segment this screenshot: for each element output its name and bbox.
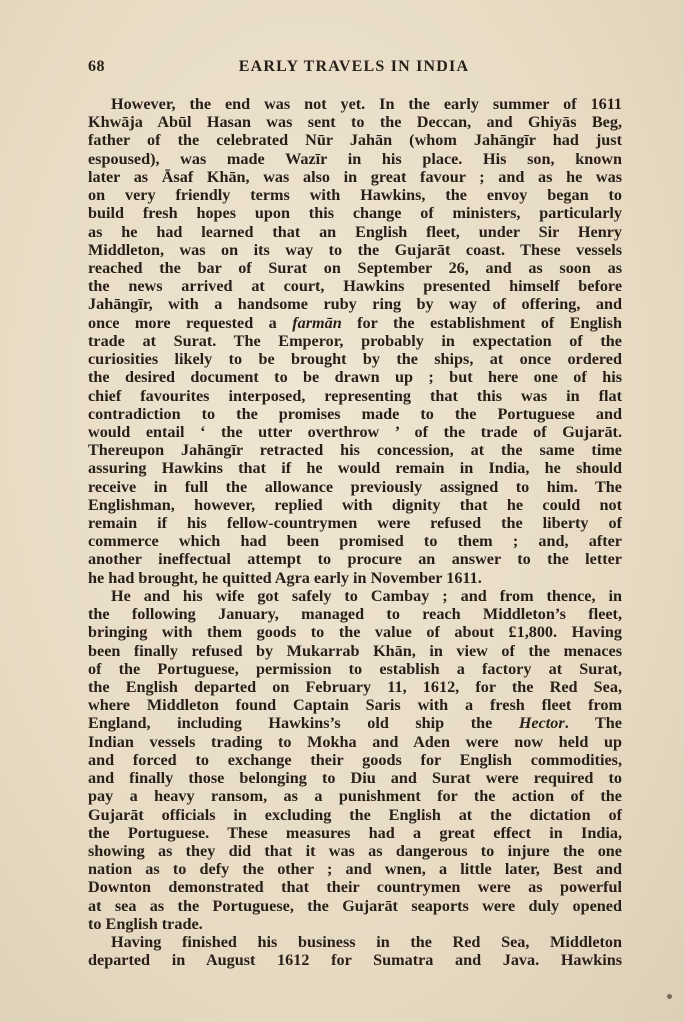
text-line: receive in full the allowance previously assigned to him. The xyxy=(88,477,622,496)
running-title: EARLY TRAVELS IN INDIA xyxy=(238,58,470,75)
text-line: England, including Hawkins’s old ship the Hector. The xyxy=(88,714,622,733)
text-line: espoused), was made Wazīr in his place. His son, known xyxy=(88,149,622,168)
text-line: to English trade. xyxy=(88,914,203,933)
text-line: Jahāngīr, with a handsome ruby ring by way of offering, and xyxy=(88,295,622,314)
text-line: chief favourites interposed, representing that this was in flat xyxy=(88,386,622,405)
page-number: 68 xyxy=(88,58,105,75)
text-line: Downton demonstrated that their countrymen were as powerful xyxy=(88,878,622,897)
text-line: the Portuguese. These measures had a great effect in India, xyxy=(88,823,622,842)
page-header xyxy=(88,58,620,80)
text-line: However, the end was not yet. In the early summer of 1611 xyxy=(111,95,622,113)
text-line: contradiction to the promises made to the Portuguese and xyxy=(88,404,622,423)
text-line: the news arrived at court, Hawkins presented himself before xyxy=(88,277,622,296)
text-line: build fresh hopes upon this change of ministers, particularly xyxy=(88,204,622,223)
text-line: at sea as the Portuguese, the Gujarāt seaports were duly opened xyxy=(88,896,622,915)
text-line: Indian vessels trading to Mokha and Aden were now held up xyxy=(88,732,622,751)
text-line: as he had learned that an English fleet, under Sir Henry xyxy=(88,222,622,241)
text-line: and finally those belonging to Diu and Surat were required to xyxy=(88,769,622,788)
text-line: assuring Hawkins that if he would remain in India, he should xyxy=(88,459,622,478)
text-line: the following January, managed to reach Middleton’s fleet, xyxy=(88,605,622,624)
text-line: he had brought, he quitted Agra early in November 1611. xyxy=(88,568,482,587)
text-line: Thereupon Jahāngīr retracted his concession, at the same time xyxy=(88,441,622,460)
body-text xyxy=(88,95,622,970)
ink-spot xyxy=(667,994,672,999)
text-line: the desired document to be drawn up ; but here one of his xyxy=(88,368,622,387)
text-line: nation as to defy the other ; and wnen, a little later, Best and xyxy=(88,860,622,879)
text-line: once more requested a farmān for the establishment of English xyxy=(88,313,622,332)
text-line: He and his wife got safely to Cambay ; and from thence, in xyxy=(111,586,622,605)
text-line: on very friendly terms with Hawkins, the envoy began to xyxy=(88,186,622,205)
text-line: of the Portuguese, permission to establish a factory at Surat, xyxy=(88,659,622,678)
text-line: curiosities likely to be brought by the ships, at once ordered xyxy=(88,350,622,369)
text-line: reached the bar of Surat on September 26, and as soon as xyxy=(88,258,622,277)
text-line: would entail ‘ the utter overthrow ’ of the trade of Gujarāt. xyxy=(88,422,622,441)
text-line: showing as they did that it was as dangerous to injure the one xyxy=(88,841,622,860)
text-line: later as Āsaf Khān, was also in great favour ; and as he was xyxy=(88,167,622,186)
text-line: remain if his fellow-countrymen were refused the liberty of xyxy=(88,514,622,533)
text-line: Englishman, however, replied with dignity that he could not xyxy=(88,495,622,514)
text-line: and forced to exchange their goods for English commodities, xyxy=(88,750,622,769)
text-line: commerce which had been promised to them ; and, after xyxy=(88,532,622,551)
text-line: Having finished his business in the Red Sea, Middleton xyxy=(111,933,622,952)
text-line: Middleton, was on its way to the Gujarāt coast. These vessels xyxy=(88,240,622,259)
text-line: where Middleton found Captain Saris with a fresh fleet from xyxy=(88,696,622,715)
text-line: trade at Surat. The Emperor, probably in expectation of the xyxy=(88,331,622,350)
text-line: been finally refused by Mukarrab Khān, in view of the menaces xyxy=(88,641,622,660)
text-line: Gujarāt officials in excluding the English at the dictation of xyxy=(88,805,622,824)
text-line: bringing with them goods to the value of about £1,800. Having xyxy=(88,623,622,642)
text-line: pay a heavy ransom, as a punishment for the action of the xyxy=(88,787,622,806)
text-line: another ineffectual attempt to procure an answer to the letter xyxy=(88,550,622,569)
text-line: father of the celebrated Nūr Jahān (whom Jahāngīr had just xyxy=(88,131,622,150)
text-line: the English departed on February 11, 1612, for the Red Sea, xyxy=(88,678,622,696)
text-line: departed in August 1612 for Sumatra and Java. Hawkins xyxy=(88,951,622,970)
text-line: Khwāja Abūl Hasan was sent to the Deccan, and Ghiyās Beg, xyxy=(88,113,622,132)
